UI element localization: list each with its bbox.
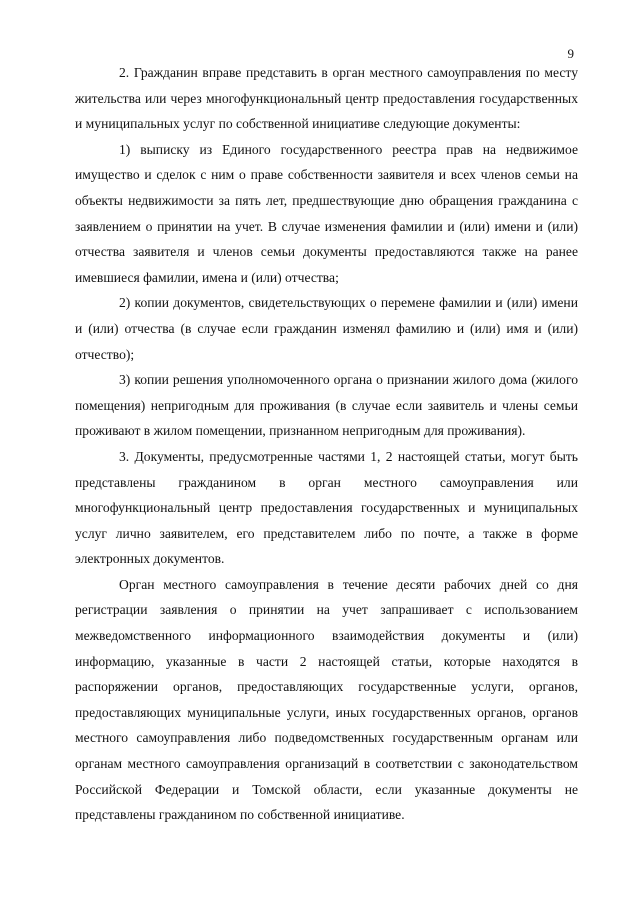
paragraph-clause-2: 2. Гражданин вправе представить в орган местного самоуправления по месту жительства или через многофункциональный центр предоставления государственных и муниципальных услуг по собственной инициативе следующие документы: <box>75 65 578 132</box>
paragraph-item-2: 2) копии документов, свидетельствующих о перемене фамилии и (или) имени и (или) отчества (в случае если гражданин изменял фамилию и (или) имя и (или) отчество); <box>75 295 578 362</box>
document-body <box>75 60 578 828</box>
page-number: 9 <box>567 46 574 61</box>
paragraph-clause-3: 3. Документы, предусмотренные частями 1, 2 настоящей статьи, могут быть представлены гражданином в орган местного самоуправления или многофункциональный центр предоставления государственных и муниципальных услуг лично заявителем, его представителем либо по почте, а также в форме электронных документов. <box>75 448 578 567</box>
paragraph-interagency-request: Орган местного самоуправления в течение десяти рабочих дней со дня регистрации заявления о принятии на учет запрашивает с использованием межведомственного информационного взаимодействия документы и (или) информацию, указанные в части 2 настоящей статьи, которые находятся в распоряжении органов, предоставляющих государственные услуги, органов, предоставляющих муниципальные услуги, иных государственных органов, органов местного самоуправления либо подведомственных государственным органам или органам местного самоуправления организаций в соответствии с законодательством Российской Федерации и Томской области, если указанные документы не представлены гражданином по собственной инициативе. <box>75 576 578 823</box>
paragraph-item-3: 3) копии решения уполномоченного органа о признании жилого дома (жилого помещения) непригодным для проживания (в случае если заявитель и члены семьи проживают в жилом помещении, признанном непригодным для проживания). <box>75 372 578 439</box>
paragraph-item-1: 1) выписку из Единого государственного реестра прав на недвижимое имущество и сделок с ним о праве собственности заявителя и всех членов семьи на объекты недвижимости за пять лет, предшествующие дню обращения гражданина с заявлением о принятии на учет. В случае изменения фамилии и (или) имени и (или) отчества заявителя и членов семьи документы предоставляются также на ранее имевшиеся фамилии, имена и (или) отчества; <box>75 141 578 285</box>
